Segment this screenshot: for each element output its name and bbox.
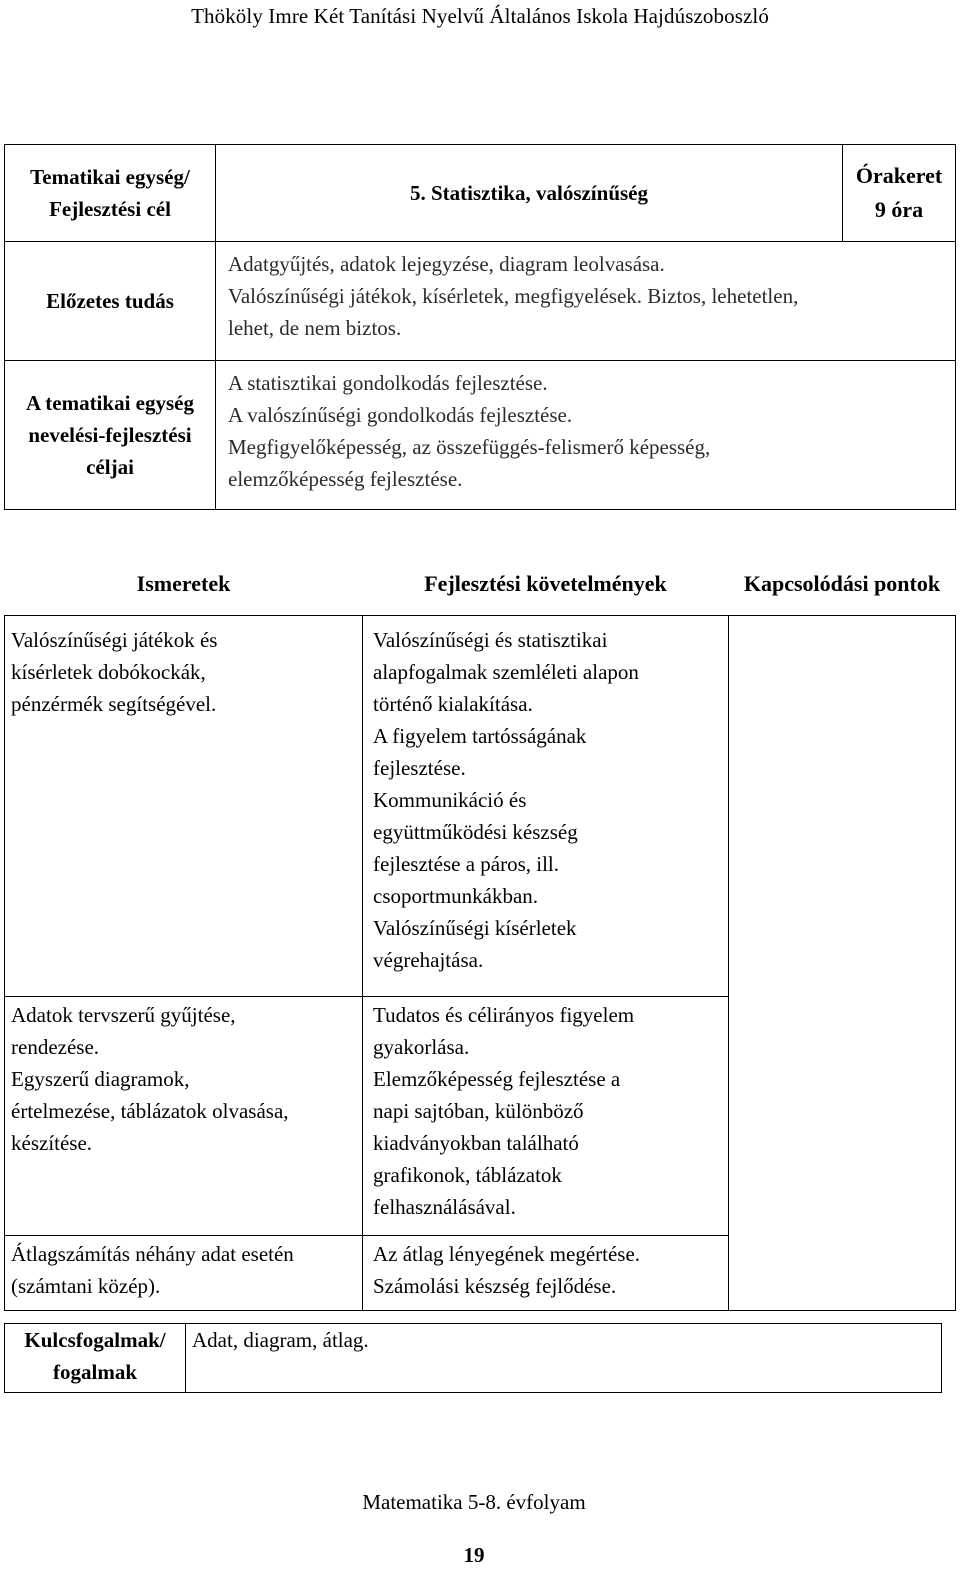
document-header: Thököly Imre Két Tanítási Nyelvű Általános Iskola Hajdúszoboszló (191, 4, 769, 28)
unit-label-line1: Tematikai egység/ (30, 165, 190, 189)
unit-title: 5. Statisztika, valószínűség (216, 145, 843, 242)
requirements-cell (363, 1236, 729, 1311)
text-line: grafikonok, táblázatok (373, 1163, 562, 1187)
text-line: végrehajtása. (373, 948, 484, 972)
prior-line: Adatgyűjtés, adatok lejegyzése, diagram leolvasása. (228, 252, 665, 276)
key-concepts-value: Adat, diagram, átlag. (186, 1324, 942, 1393)
text-line: pénzérmék segítségével. (11, 692, 217, 716)
requirements-cell (363, 997, 729, 1236)
hours-label: Órakeret (855, 163, 943, 188)
text-line: csoportmunkákban. (373, 884, 539, 908)
text-line: kísérletek dobókockák, (11, 660, 206, 684)
table-row (5, 616, 956, 997)
key-concepts-label (5, 1324, 186, 1393)
col-header-connections: Kapcsolódási pontok (743, 571, 941, 596)
unit-label-line2: Fejlesztési cél (49, 197, 171, 221)
goals-line: Megfigyelőképesség, az összefüggés-felismerő képesség, (228, 435, 711, 459)
text-line: értelmezése, táblázatok olvasása, (11, 1099, 289, 1123)
key-concepts-label-line: fogalmak (53, 1360, 137, 1384)
text-line: Átlagszámítás néhány adat esetén (11, 1242, 294, 1266)
requirements-cell (363, 616, 729, 997)
content-table (4, 553, 956, 1311)
text-line: Valószínűségi játékok és (11, 628, 218, 652)
document-footer: Matematika 5-8. évfolyam (362, 1490, 586, 1514)
knowledge-cell (5, 616, 363, 997)
hours-value: 9 óra (874, 197, 924, 222)
text-line: alapfogalmak szemléleti alapon (373, 660, 639, 684)
text-line: Valószínűségi és statisztikai (373, 628, 608, 652)
goals-line: elemzőképesség fejlesztése. (228, 467, 463, 491)
text-line: A figyelem tartósságának (373, 724, 587, 748)
text-line: napi sajtóban, különböző (373, 1099, 584, 1123)
prior-knowledge-text (216, 242, 956, 361)
goals-line: A statisztikai gondolkodás fejlesztése. (228, 371, 548, 395)
text-line: gyakorlása. (373, 1035, 470, 1059)
text-line: Valószínűségi kísérletek (373, 916, 577, 940)
text-line: Adatok tervszerű gyűjtése, (11, 1003, 236, 1027)
text-line: Tudatos és célirányos figyelem (373, 1003, 635, 1027)
text-line: felhasználásával. (373, 1195, 516, 1219)
prior-line: lehet, de nem biztos. (228, 316, 402, 340)
text-line: Kommunikáció és (373, 788, 527, 812)
text-line: Elemzőképesség fejlesztése a (373, 1067, 621, 1091)
text-line: Egyszerű diagramok, (11, 1067, 190, 1091)
page-number: 19 (463, 1543, 485, 1567)
hours-cell (843, 145, 956, 242)
col-header-requirements: Fejlesztési követelmények (424, 571, 667, 596)
text-line: kiadványokban található (373, 1131, 579, 1155)
knowledge-cell (5, 1236, 363, 1311)
goals-text (216, 361, 956, 510)
unit-table (4, 144, 956, 510)
goals-label-line: céljai (86, 455, 134, 479)
prior-knowledge-label: Előzetes tudás (5, 242, 216, 361)
knowledge-cell (5, 997, 363, 1236)
connections-cell (729, 616, 956, 1311)
key-concepts-label-line: Kulcsfogalmak/ (24, 1328, 166, 1352)
goals-label (5, 361, 216, 510)
goals-label-line: A tematikai egység (26, 391, 194, 415)
text-line: Az átlag lényegének megértése. (373, 1242, 641, 1266)
prior-line: Valószínűségi játékok, kísérletek, megfigyelések. Biztos, lehetetlen, (228, 284, 799, 308)
goals-line: A valószínűségi gondolkodás fejlesztése. (228, 403, 573, 427)
goals-label-line: nevelési-fejlesztési (28, 423, 192, 447)
text-line: Számolási készség fejlődése. (373, 1274, 617, 1298)
text-line: történő kialakítása. (373, 692, 533, 716)
text-line: készítése. (11, 1131, 93, 1155)
text-line: (számtani közép). (11, 1274, 161, 1298)
text-line: fejlesztése. (373, 756, 466, 780)
text-line: rendezése. (11, 1035, 100, 1059)
col-header-knowledge: Ismeretek (136, 571, 231, 596)
text-line: együttműködési készség (373, 820, 578, 844)
unit-label (5, 145, 216, 242)
key-concepts-table (4, 1323, 942, 1393)
text-line: fejlesztése a páros, ill. (373, 852, 560, 876)
